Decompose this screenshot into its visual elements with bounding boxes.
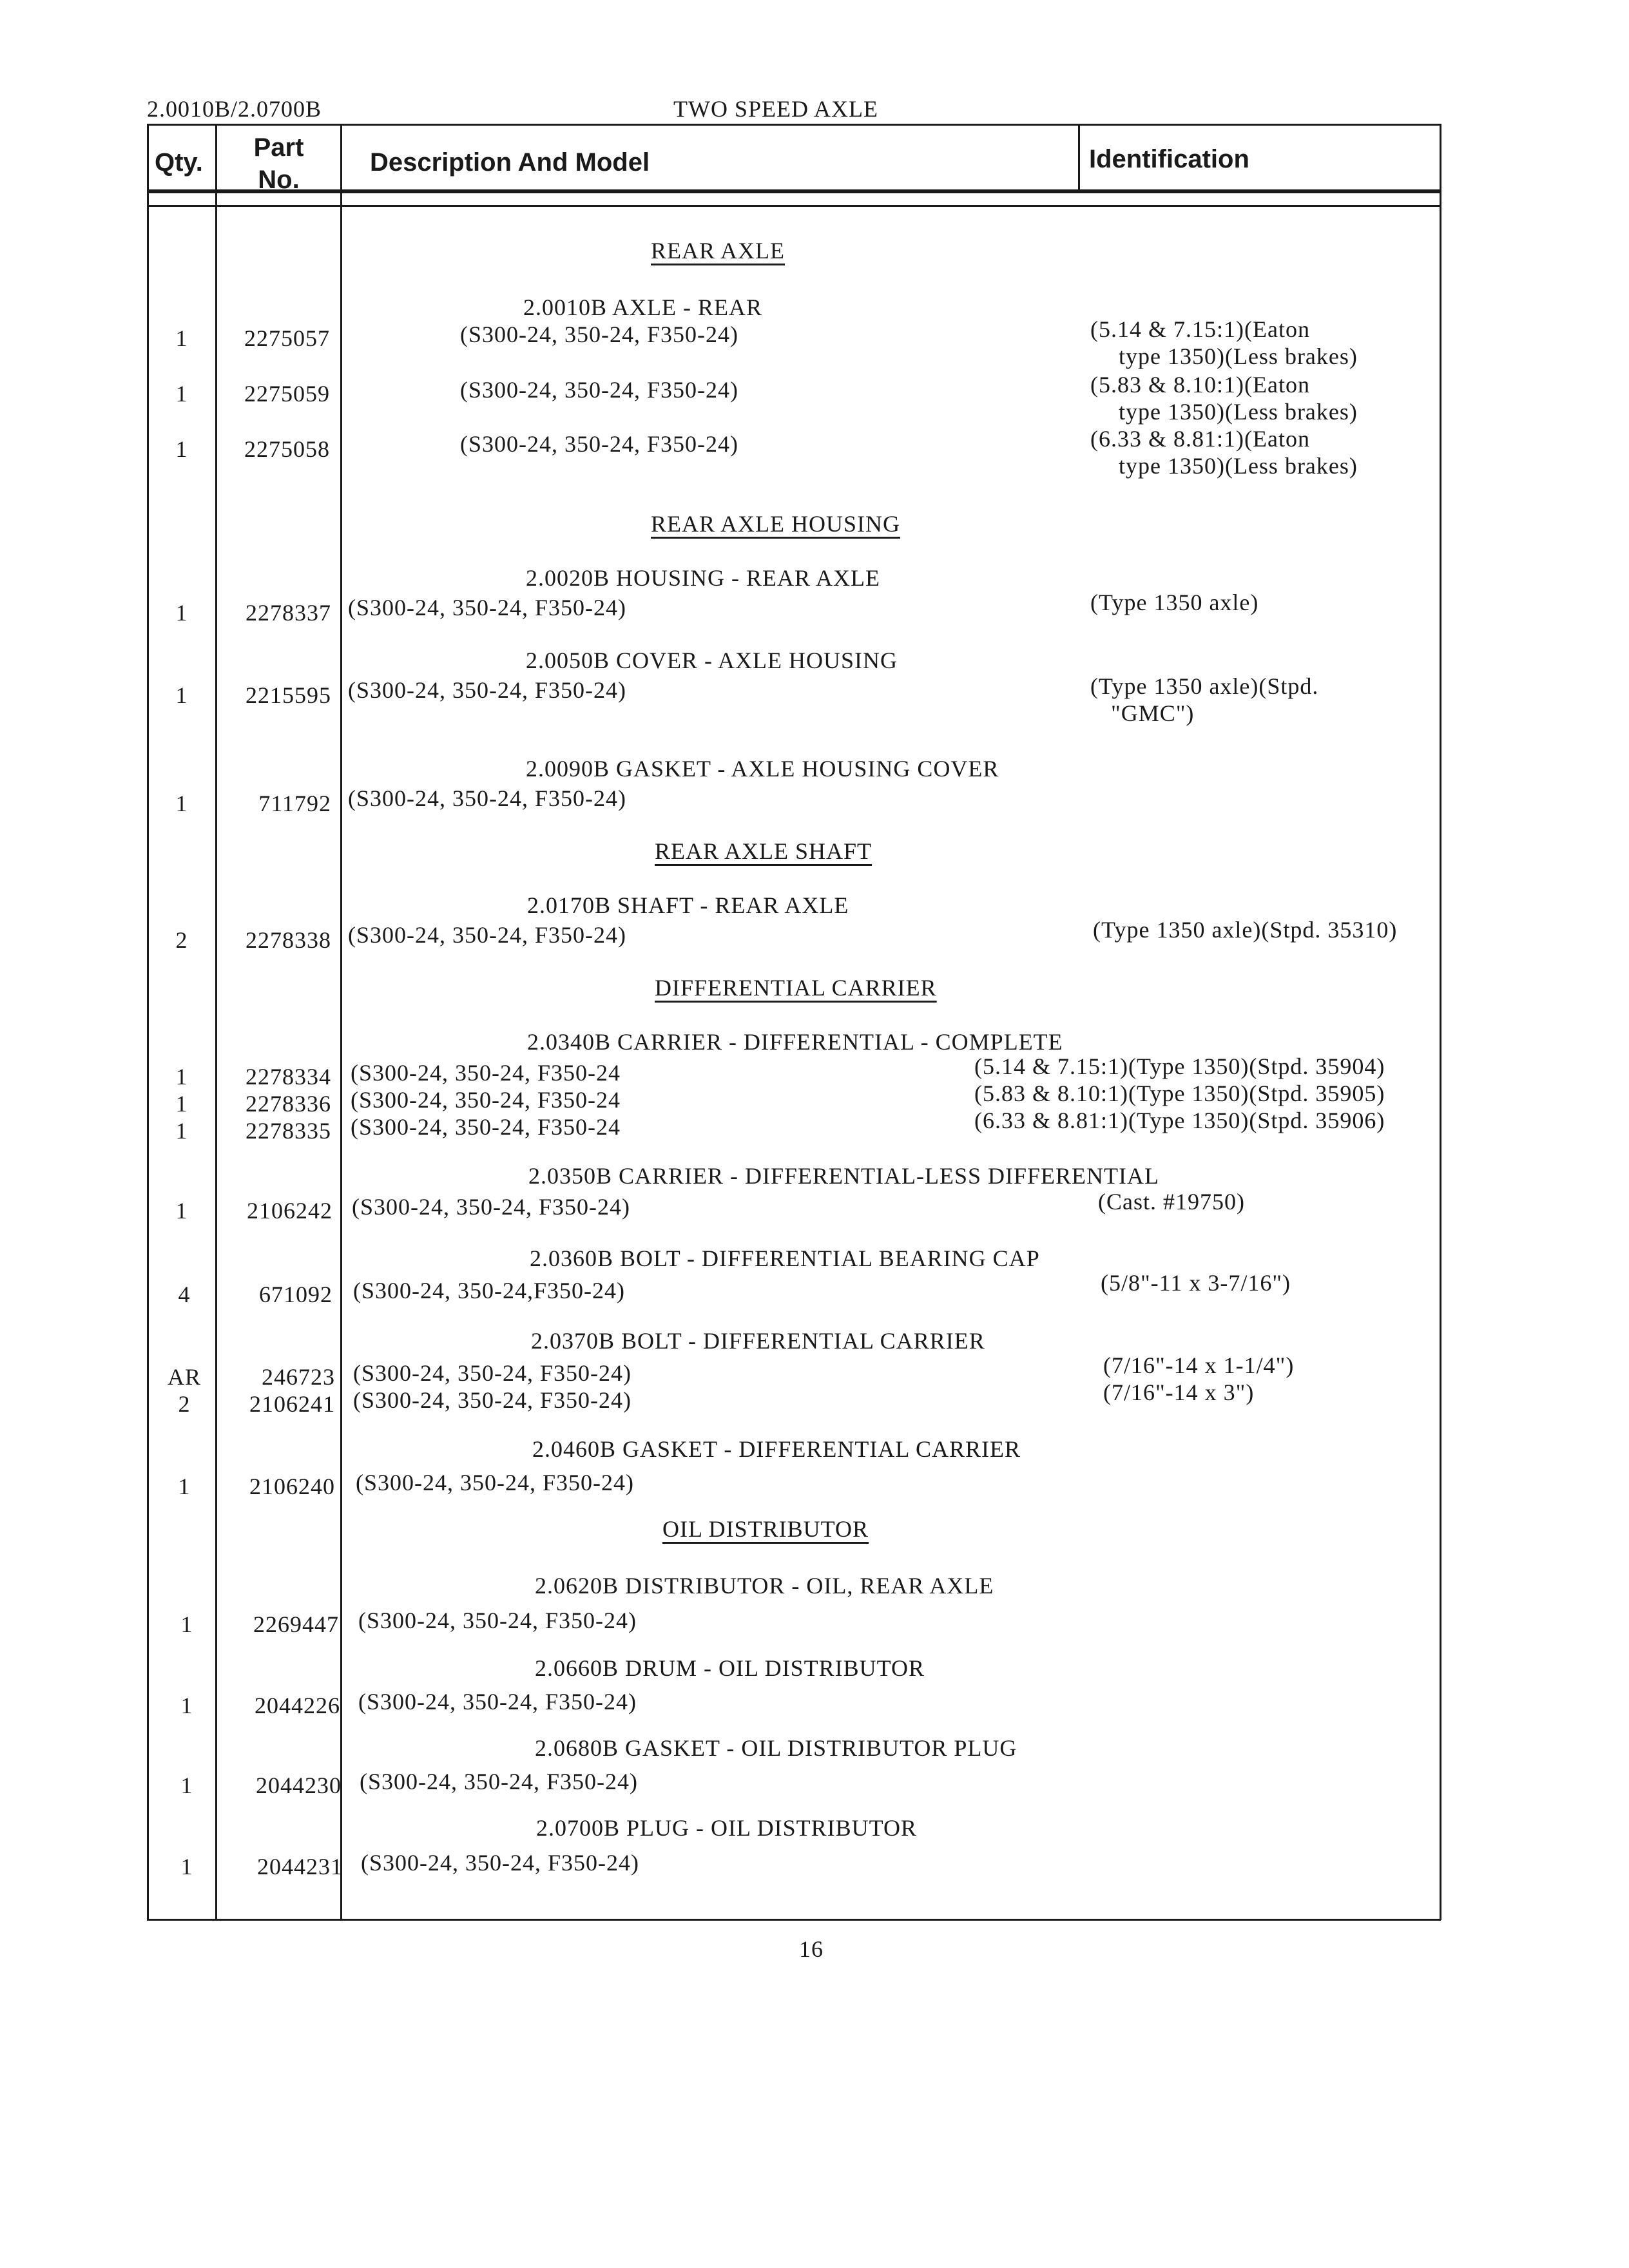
identification-cell: (5.83 & 8.10:1)(Eaton [1090,372,1310,398]
section-rear-axle-shaft: REAR AXLE SHAFT [655,838,872,864]
description-cell: (S300-24, 350-24, F350-24) [348,677,626,703]
group-heading: 2.0090B GASKET - AXLE HOUSING COVER [526,756,999,782]
group-heading: 2.0010B AXLE - REAR [523,294,763,320]
description-cell: (S300-24, 350-24, F350-24 [351,1060,621,1086]
group-heading: 2.0700B PLUG - OIL DISTRIBUTOR [536,1815,918,1841]
qty-cell: 1 [175,1198,188,1224]
description-cell: (S300-24, 350-24, F350-24) [360,1769,638,1794]
identification-cell: (5.14 & 7.15:1)(Type 1350)(Stpd. 35904) [974,1053,1385,1079]
qty-cell: 1 [175,436,188,462]
part-number-cell: 246723 [262,1364,335,1390]
id-col-divider [1078,124,1080,193]
page-ref: 2.0010B/2.0700B [147,96,322,122]
identification-cell: (Type 1350 axle) [1090,590,1259,615]
description-cell: (S300-24, 350-24, F350-24) [353,1387,631,1413]
identification-cell: (7/16"-14 x 1-1/4") [1103,1352,1295,1378]
part-number-cell: 2275059 [244,381,330,407]
identification-cell: (Type 1350 axle)(Stpd. 35310) [1093,917,1398,943]
group-heading: 2.0050B COVER - AXLE HOUSING [526,648,898,673]
qty-cell: 1 [175,1091,188,1117]
group-heading: 2.0360B BOLT - DIFFERENTIAL BEARING CAP [530,1245,1040,1271]
qty-cell: 1 [180,1773,193,1798]
identification-cell: (Cast. #19750) [1098,1189,1245,1215]
identification-cell: (7/16"-14 x 3") [1103,1379,1255,1405]
part-number-cell: 2044226 [255,1693,340,1718]
qty-cell: 1 [180,1693,193,1718]
identification-cell: (5.14 & 7.15:1)(Eaton [1090,316,1310,342]
section-differential-carrier: DIFFERENTIAL CARRIER [655,975,937,1001]
part-number-cell: 2275058 [244,436,330,462]
description-cell: (S300-24, 350-24, F350-24) [352,1194,630,1220]
part-number-cell: 2044230 [256,1773,342,1798]
description-cell: (S300-24, 350-24, F350-24) [460,431,738,457]
part-number-cell: 2106241 [249,1391,335,1417]
part-number-cell: 2269447 [253,1611,339,1637]
identification-cell: (5.83 & 8.10:1)(Type 1350)(Stpd. 35905) [974,1081,1385,1106]
description-cell: (S300-24, 350-24, F350-24) [358,1608,637,1633]
section-oil-distributor: OIL DISTRIBUTOR [662,1516,869,1542]
group-heading: 2.0340B CARRIER - DIFFERENTIAL - COMPLETE [527,1029,1063,1055]
qty-cell: 1 [175,325,188,351]
identification-cell: (5/8"-11 x 3-7/16") [1101,1270,1291,1296]
part-number-cell: 2215595 [246,682,331,708]
part-number-cell: 2044231 [257,1854,343,1879]
header-part-line1: Part [253,133,304,162]
identification-cell-line2: type 1350)(Less brakes) [1119,399,1358,425]
identification-cell-line2: "GMC") [1111,700,1195,726]
qty-cell: 1 [175,600,188,626]
identification-cell-line2: type 1350)(Less brakes) [1119,453,1358,479]
group-heading: 2.0620B DISTRIBUTOR - OIL, REAR AXLE [535,1573,994,1599]
qty-col-divider [215,124,217,1920]
identification-cell-line2: type 1350)(Less brakes) [1119,343,1358,369]
part-number-cell: 2106240 [249,1474,335,1499]
section-rear-axle: REAR AXLE [651,238,786,264]
description-cell: (S300-24, 350-24, F350-24) [460,377,738,403]
qty-cell: 2 [175,927,188,953]
qty-cell: 1 [178,1474,191,1499]
group-heading: 2.0660B DRUM - OIL DISTRIBUTOR [535,1655,925,1681]
description-cell: (S300-24, 350-24, F350-24) [356,1470,634,1495]
group-heading: 2.0350B CARRIER - DIFFERENTIAL-LESS DIFFERENTIAL [528,1163,1160,1189]
part-number-cell: 2275057 [244,325,330,351]
identification-cell: (6.33 & 8.81:1)(Type 1350)(Stpd. 35906) [974,1108,1385,1133]
group-heading: 2.0170B SHAFT - REAR AXLE [527,892,849,918]
part-number-cell: 711792 [258,791,331,816]
part-number-cell: 2278338 [246,927,331,953]
qty-cell: 1 [175,791,188,816]
part-number-cell: 2278334 [246,1064,331,1090]
description-cell: (S300-24, 350-24, F350-24) [348,785,626,811]
section-rear-axle-housing: REAR AXLE HOUSING [651,511,901,537]
group-heading: 2.0680B GASKET - OIL DISTRIBUTOR PLUG [535,1735,1017,1761]
qty-cell: 1 [175,1118,188,1144]
description-cell: (S300-24, 350-24, F350-24) [348,922,626,948]
part-number-cell: 2106242 [247,1198,333,1224]
description-cell: (S300-24, 350-24, F350-24) [460,322,738,347]
qty-cell: 1 [180,1611,193,1637]
table-left-border [147,124,149,1920]
header-identification: Identification [1089,145,1249,173]
qty-cell: 1 [175,381,188,407]
page-number: 16 [799,1936,824,1962]
part-col-divider [340,124,342,1920]
description-cell: (S300-24, 350-24, F350-24) [361,1850,639,1876]
description-cell: (S300-24, 350-24, F350-24 [351,1087,621,1113]
identification-cell: (Type 1350 axle)(Stpd. [1090,673,1319,699]
page-title: TWO SPEED AXLE [673,96,878,122]
qty-cell: 2 [178,1391,191,1417]
identification-cell: (6.33 & 8.81:1)(Eaton [1090,426,1310,452]
qty-cell: AR [167,1364,201,1390]
qty-cell: 1 [180,1854,193,1879]
group-heading: 2.0460B GASKET - DIFFERENTIAL CARRIER [532,1436,1021,1462]
table-right-border [1440,124,1441,1920]
description-cell: (S300-24, 350-24,F350-24) [353,1278,625,1303]
description-cell: (S300-24, 350-24, F350-24) [353,1360,631,1386]
group-heading: 2.0020B HOUSING - REAR AXLE [526,565,881,591]
description-cell: (S300-24, 350-24, F350-24) [348,595,626,620]
description-cell: (S300-24, 350-24, F350-24 [351,1114,621,1140]
qty-cell: 1 [175,1064,188,1090]
header-description: Description And Model [370,148,650,177]
qty-cell: 4 [178,1282,191,1307]
description-cell: (S300-24, 350-24, F350-24) [358,1689,637,1715]
header-part-line2: No. [258,166,300,194]
qty-cell: 1 [175,682,188,708]
part-number-cell: 671092 [259,1282,333,1307]
header-qty: Qty. [155,148,203,177]
header-part-no [222,131,335,196]
part-number-cell: 2278335 [246,1118,331,1144]
part-number-cell: 2278336 [246,1091,331,1117]
part-number-cell: 2278337 [246,600,331,626]
group-heading: 2.0370B BOLT - DIFFERENTIAL CARRIER [531,1328,985,1354]
